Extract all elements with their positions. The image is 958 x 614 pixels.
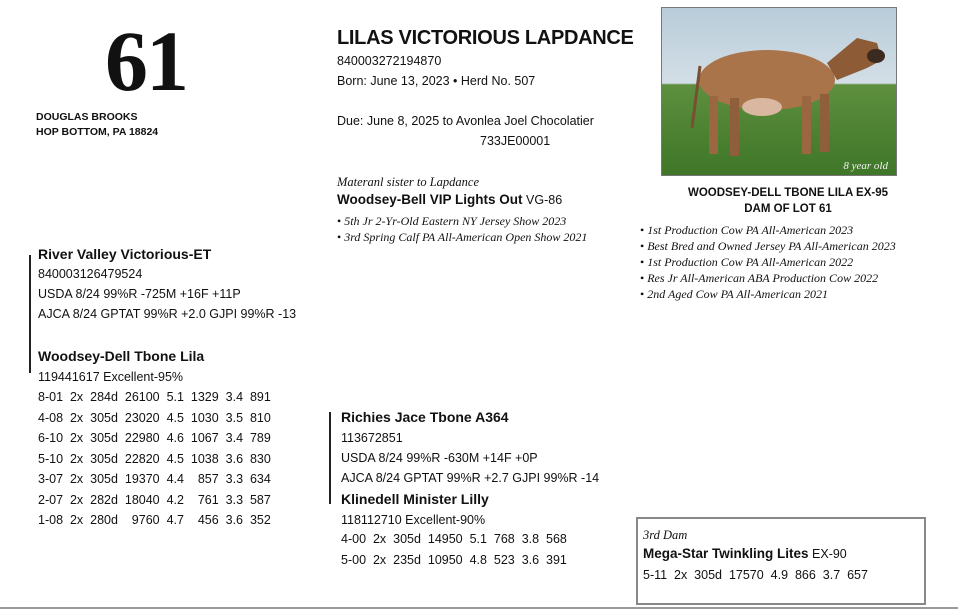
grandsire-reg: 113672851 xyxy=(341,431,403,445)
record-row: 6-10 2x 305d 22980 4.6 1067 3.4 789 xyxy=(38,431,271,445)
granddam-records xyxy=(341,529,567,570)
dam-name: Woodsey-Dell Tbone Lila xyxy=(38,348,205,364)
animal-due: Due: June 8, 2025 to Avonlea Joel Chocolatier xyxy=(337,114,594,128)
award-item: • 3rd Spring Calf PA All-American Open Show 2021 xyxy=(337,229,587,245)
granddam-reg: 118112710 Excellent-90% xyxy=(341,513,486,527)
dam-photo-caption xyxy=(640,185,936,217)
dam-caption-name: WOODSEY-DELL TBONE LILA EX-95 xyxy=(688,187,888,199)
third-dam-box xyxy=(636,517,926,605)
third-dam-record: 5-11 2x 305d 17570 4.9 866 3.7 657 xyxy=(643,568,868,582)
grandsire-ajca: AJCA 8/24 GPTAT 99%R +2.7 GJPI 99%R -14 xyxy=(341,471,600,485)
third-dam-score: EX-90 xyxy=(812,547,847,561)
animal-born: Born: June 13, 2023 • Herd No. 507 xyxy=(337,74,536,88)
cow-photo xyxy=(661,7,897,176)
record-row: 4-08 2x 305d 23020 4.5 1030 3.5 810 xyxy=(38,410,271,425)
record-row: 2-07 2x 282d 18040 4.2 761 3.3 587 xyxy=(38,492,271,507)
record-row: 4-00 2x 305d 14950 5.1 768 3.8 568 xyxy=(341,532,567,546)
dam-awards xyxy=(640,222,896,302)
sire-ajca: AJCA 8/24 GPTAT 99%R +2.0 GJPI 99%R -13 xyxy=(38,307,297,321)
dam-reg: 119441617 Excellent-95% xyxy=(38,370,184,384)
pedigree-bracket xyxy=(29,255,31,373)
photo-watermark: 8 year old xyxy=(843,160,888,172)
award-item: • 1st Production Cow PA All-American 2022 xyxy=(640,254,896,270)
maternal-sister-name: Woodsey-Bell VIP Lights Out xyxy=(337,192,523,207)
award-item: • 1st Production Cow PA All-American 2023 xyxy=(640,222,896,238)
record-row: 5-10 2x 305d 22820 4.5 1038 3.6 830 xyxy=(38,451,271,466)
animal-reg: 840003272194870 xyxy=(337,54,442,68)
grandsire-usda: USDA 8/24 99%R -630M +14F +0P xyxy=(341,451,538,465)
third-dam-label: 3rd Dam xyxy=(643,528,688,542)
granddam-name: Klinedell Minister Lilly xyxy=(341,491,489,507)
award-item: • 5th Jr 2-Yr-Old Eastern NY Jersey Show 2023 xyxy=(337,213,587,229)
pedigree-bracket xyxy=(329,412,331,504)
award-item: • Best Bred and Owned Jersey PA All-American 2023 xyxy=(640,238,896,254)
award-item: • 2nd Aged Cow PA All-American 2021 xyxy=(640,286,896,302)
sire-reg: 840003126479524 xyxy=(38,267,143,281)
consignor-name: DOUGLAS BROOKS xyxy=(36,111,138,123)
sire-usda: USDA 8/24 99%R -725M +16F +11P xyxy=(38,287,241,301)
record-row: 8-01 2x 284d 26100 5.1 1329 3.4 891 xyxy=(38,390,271,404)
record-row: 5-00 2x 235d 10950 4.8 523 3.6 391 xyxy=(341,552,567,567)
cow-silhouette-icon xyxy=(662,8,896,175)
maternal-sister-heading xyxy=(337,190,562,210)
dam-caption-sub: DAM OF LOT 61 xyxy=(744,203,832,215)
sire-name: River Valley Victorious-ET xyxy=(38,246,212,262)
consignor-block xyxy=(36,110,158,140)
consignor-location: HOP BOTTOM, PA 18824 xyxy=(36,126,159,138)
animal-due-reg: 733JE00001 xyxy=(480,134,551,148)
maternal-sister-awards xyxy=(337,213,587,245)
grandsire-name: Richies Jace Tbone A364 xyxy=(341,409,509,425)
third-dam-heading xyxy=(643,544,847,564)
bottom-rule xyxy=(0,607,958,609)
maternal-sister-label: Materanl sister to Lapdance xyxy=(337,175,480,189)
third-dam-name: Mega-Star Twinkling Lites xyxy=(643,546,809,561)
award-item: • Res Jr All-American ABA Production Cow 2022 xyxy=(640,270,896,286)
maternal-sister-score: VG-86 xyxy=(526,193,563,207)
record-row: 1-08 2x 280d 9760 4.7 456 3.6 352 xyxy=(38,513,271,527)
dam-records xyxy=(38,387,271,531)
animal-name: LILAS VICTORIOUS LAPDANCE xyxy=(337,27,634,49)
record-row: 3-07 2x 305d 19370 4.4 857 3.3 634 xyxy=(38,472,271,486)
lot-number: 61 xyxy=(105,13,187,109)
